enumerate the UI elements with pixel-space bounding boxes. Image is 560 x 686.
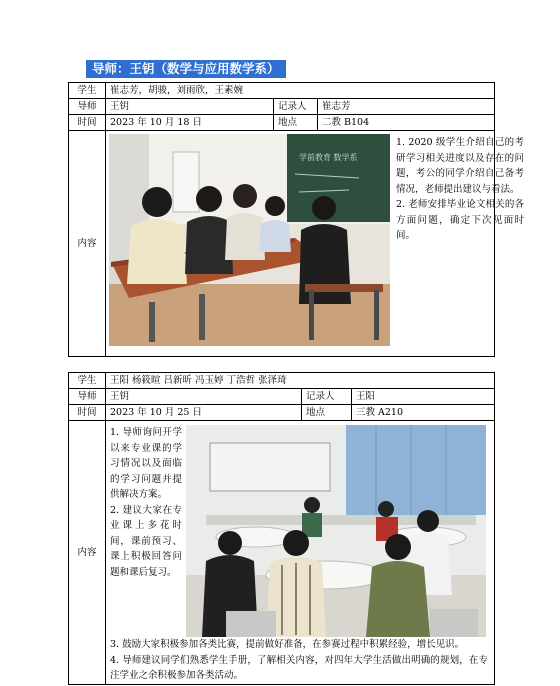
- content-item: 1. 2020 级学生介绍自己的考研学习相关进度以及存在的问题，考公的同学介绍自己备考情况，老师提出建议与看法。: [396, 137, 524, 195]
- content-item: 2. 建议大家在专业课上多花时间，课前预习、课上积极回答问题和课后复习。: [110, 504, 182, 578]
- meeting-record-table-2: [68, 372, 495, 685]
- place-label: 地点: [302, 405, 352, 421]
- content-cell: [106, 421, 495, 685]
- place-label: 地点: [274, 115, 318, 131]
- place-value: 二教 B104: [318, 115, 495, 131]
- blackboard-writing: 学前教育 数学系: [299, 153, 358, 162]
- time-value: 2023 年 10 月 18 日: [106, 115, 274, 131]
- content-item: 3. 鼓励大家积极参加各类比赛，提前做好准备，在参赛过程中积累经验，增长见识。: [110, 639, 465, 650]
- content-label: 内容: [69, 421, 106, 685]
- students-value: 崔志芳，胡骏，刘雨欣，王素婉: [106, 83, 495, 99]
- meeting-record-table-1: [68, 82, 524, 357]
- content-label: 内容: [69, 131, 106, 357]
- page-title: 导师：王钥（数学与应用数学系）: [86, 60, 286, 78]
- mentor-value: 王钥: [106, 99, 274, 115]
- time-label: 时间: [69, 405, 106, 421]
- recorder-label: 记录人: [302, 389, 352, 405]
- recorder-value: 崔志芳: [318, 99, 495, 115]
- time-value: 2023 年 10 月 25 日: [106, 405, 302, 421]
- mentor-label: 导师: [69, 99, 106, 115]
- mentor-value: 王钥: [106, 389, 302, 405]
- content-list-1: [396, 135, 524, 244]
- content-cell: [106, 131, 524, 357]
- students-label: 学生: [69, 83, 106, 99]
- students-value: 王阳 杨筱暄 吕新昕 冯玉婷 丁浩哲 张泽琦: [106, 373, 495, 389]
- mentor-label: 导师: [69, 389, 106, 405]
- content-item: 1. 导师询问开学以来专业课的学习情况以及面临的学习问题并提供解决方案。: [110, 427, 182, 500]
- content-list-2: [110, 425, 182, 580]
- content-list-2-tail: [110, 637, 488, 684]
- content-item: 2. 老师安排毕业论文相关的各方面问题，确定下次见面时间。: [396, 199, 524, 241]
- recorder-label: 记录人: [274, 99, 318, 115]
- content-item: 4. 导师建议同学们熟悉学生手册，了解相关内容，对四年大学生活做出明确的规划，在专注学业之余积极参加各类活动。: [110, 654, 488, 681]
- meeting-photo-2: [186, 425, 486, 637]
- place-value: 三教 A210: [352, 405, 495, 421]
- recorder-value: 王阳: [352, 389, 495, 405]
- time-label: 时间: [69, 115, 106, 131]
- meeting-photo-1: [109, 134, 390, 346]
- students-label: 学生: [69, 373, 106, 389]
